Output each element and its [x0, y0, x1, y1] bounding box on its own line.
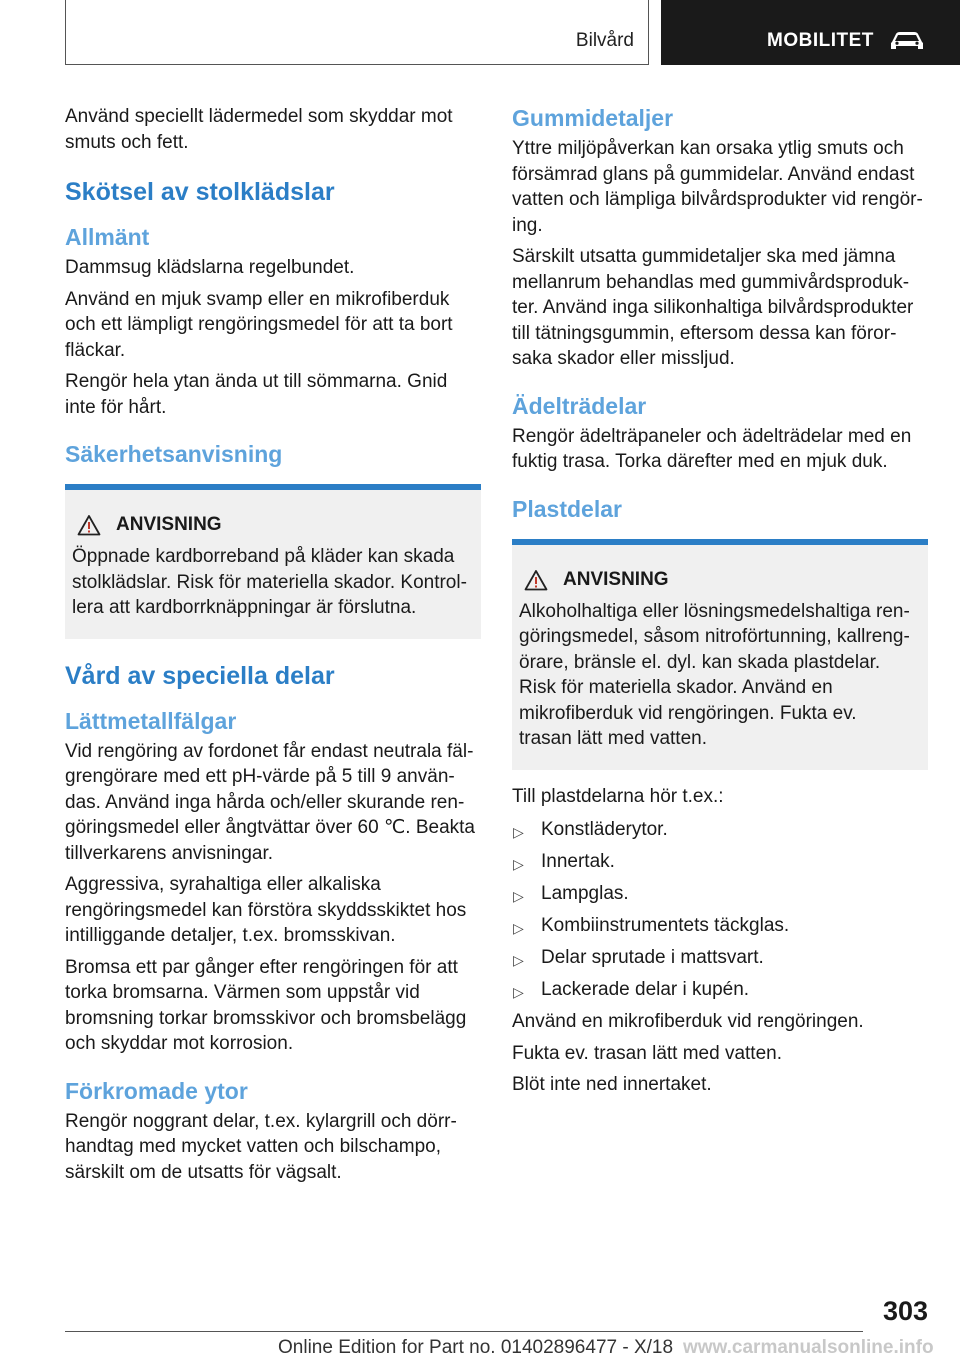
notice-title: ANVISNING: [116, 514, 222, 535]
bullet-triangle-icon: ▷: [513, 920, 524, 936]
notice-box: [512, 539, 928, 770]
intro-paragraph: Använd speciellt lädermedel som skyddar mot smuts och fett.: [65, 106, 453, 153]
bullet-triangle-icon: ▷: [513, 984, 524, 1000]
warning-triangle-icon: [524, 569, 548, 591]
paragraph: Aggressiva, syrahaltiga eller alkaliska rengöringsmedel kan förstöra skyddsskiktet hos intilliggande detaljer, t.ex. bromsskivan.: [65, 874, 467, 946]
footer-watermark: www.carmanualsonline.info: [683, 1337, 934, 1358]
paragraph: Rengör noggrant delar, t.ex. kylargrill och dörrhandtag med mycket vatten och bilschampo, särskilt om de utsatts för vägsalt.: [65, 1110, 457, 1183]
paragraph: Särskilt utsatta gummidetaljer ska med jämna mellanrum behandlas med gummivårdsprodukter. Använd inga silikonhaltiga bilvårdsprodukter till tätningsgummin, eftersom dessa kan förorsaka skador eller missljud.: [512, 246, 914, 369]
header-section-title: Bilvård: [575, 30, 634, 51]
plastic-parts-list: [512, 817, 928, 1003]
paragraph: Blöt inte ned innertaket.: [512, 1074, 712, 1095]
paragraph: Rengör ädelträpaneler och ädelträdelar med en fuktig trasa. Torka därefter med en mjuk duk.: [512, 425, 912, 472]
list-item: ▷ Delar sprutade i mattsvart.: [512, 945, 928, 971]
notice-title: ANVISNING: [563, 568, 669, 590]
page-number: 303: [882, 1296, 928, 1326]
notice-header: [519, 569, 914, 591]
list-item: ▷ Kombiinstrumentets täckglas.: [512, 913, 928, 939]
bullet-triangle-icon: ▷: [513, 888, 524, 904]
list-intro: Till plastdelarna hör t.ex.:: [512, 785, 724, 807]
notice-text: Alkoholhaltiga eller lösningsmedelshaltiga rengöringsmedel, såsom nitroförtunning, kallrengörare, bränsle el. dyl. kan skada plastdelar. Risk för materiella skador. Använd en mikrofiberduk vid rengöringen. Fukta ev. trasan lätt med vatten.: [519, 600, 910, 749]
paragraph: Använd en mikrofiberduk vid rengöringen.: [512, 1011, 864, 1032]
right-column: [512, 104, 928, 1104]
heading-plast: Plastdelar: [512, 495, 622, 522]
bullet-triangle-icon: ▷: [513, 824, 524, 840]
header-chapter-title: MOBILITET: [767, 30, 874, 51]
paragraph: Använd en mjuk svamp eller en mikrofiberduk och ett lämpligt rengöringsmedel för att ta bort fläckar.: [65, 288, 453, 361]
paragraph: Vid rengöring av fordonet får endast neutrala fälgrengörare med ett pH-värde på 5 till 9 användas. Använd inga hårda och/eller skurande rengöringsmedel eller ångtvättar över 60 ℃. Beakta tillverkarens anvisningar.: [65, 740, 476, 864]
paragraph: Yttre miljöpåverkan kan orsaka ytlig smuts och försämrad glans på gummidelar. Använd endast vatten och lämpliga bilvårdsprodukter vid rengöring.: [512, 138, 923, 236]
header-chapter-tab: [661, 0, 960, 65]
heading-adel: Ädelträdelar: [512, 392, 647, 419]
header-section-tab: [65, 0, 649, 65]
warning-triangle-icon: [77, 514, 101, 536]
heading-forkrom: Förkromade ytor: [65, 1077, 248, 1104]
heading-gummi: Gummidetaljer: [512, 105, 674, 131]
list-item: ▷ Lampglas.: [512, 881, 928, 907]
bullet-triangle-icon: ▷: [513, 856, 524, 872]
left-column: [65, 104, 481, 1191]
paragraph: Bromsa ett par gånger efter rengöringen för att torka bromsarna. Värmen som uppstår vid bromsning torkar bromsskivor och bromsbelägg och skyddar mot korrosion.: [65, 956, 467, 1054]
paragraph: Dammsug klädslarna regelbundet.: [65, 257, 355, 278]
paragraph: Fukta ev. trasan lätt med vatten.: [512, 1042, 782, 1064]
paragraph: Rengör hela ytan ända ut till sömmarna. Gnid inte för hårt.: [65, 371, 448, 418]
heading-vard: Vård av speciella delar: [65, 661, 335, 690]
bullet-triangle-icon: ▷: [513, 952, 524, 968]
list-item: ▷ Innertak.: [512, 849, 928, 875]
notice-header: [72, 514, 467, 536]
heading-sakerhet: Säkerhetsanvisning: [65, 441, 283, 467]
list-item: ▷ Lackerade delar i kupén.: [512, 977, 928, 1003]
car-icon: [889, 30, 925, 52]
notice-box: [65, 484, 481, 639]
notice-text: Öppnade kardborreband på kläder kan skada stolklädslar. Risk för materiella skador. Kontrollera att kardborrknäppningar är förslutna.: [72, 546, 467, 618]
list-item: ▷ Konstläderytor.: [512, 817, 928, 843]
footer-edition: Online Edition for Part no. 01402896477 - X/18: [278, 1337, 674, 1358]
heading-allmant: Allmänt: [65, 224, 150, 250]
heading-skotsel: Skötsel av stolklädslar: [65, 178, 335, 206]
footer-divider: [65, 1331, 863, 1332]
heading-lattmetall: Lättmetallfälgar: [65, 707, 237, 734]
